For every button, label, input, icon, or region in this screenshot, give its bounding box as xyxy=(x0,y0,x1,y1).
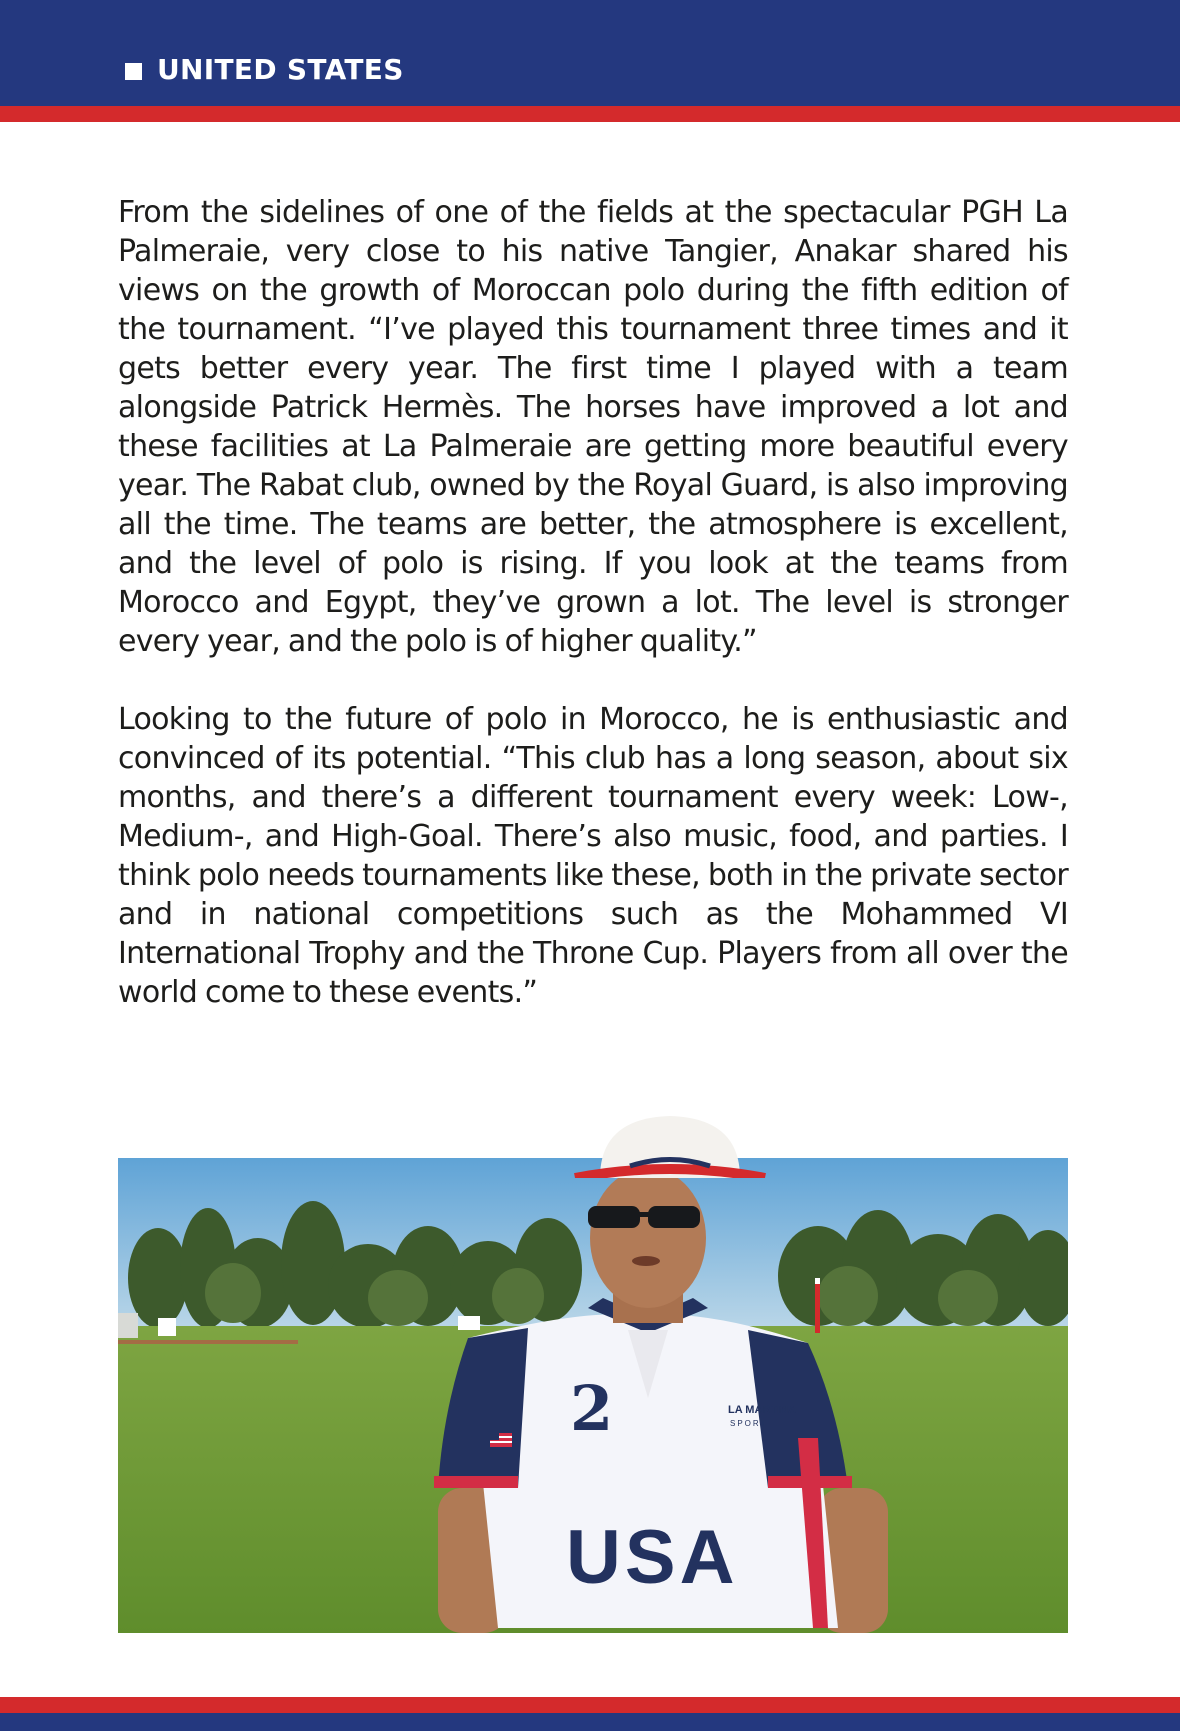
polo-player-photo xyxy=(118,1158,1068,1633)
tent xyxy=(158,1318,176,1336)
jersey-brand: LA MARTINA xyxy=(728,1404,797,1416)
footer-band xyxy=(0,1713,1180,1731)
goal-post xyxy=(815,1278,820,1333)
field-boards xyxy=(118,1340,298,1344)
article-paragraph: Looking to the future of polo in Morocco, he is enthusiastic and convinced of its potential. “This club has a long season, about six months, and there’s a different tournament every week: Low-, Medium-, and High-Goal. There’s also music, food, and parties. I think polo needs tournaments like these, both in the private sector and in national competitions such as the Mohammed VI International Trophy and the Throne Cup. Players from all over the world come to these events.” xyxy=(118,702,1068,1010)
tent xyxy=(118,1313,138,1338)
section-label: UNITED STATES xyxy=(157,53,404,86)
article-paragraph: From the sidelines of one of the fields at the spectacular PGH La Palmeraie, very close to his native Tangier, Anakar shared his views on the growth of Moroccan polo during the fifth edition of the tournament. “I’ve played this tournament three times and it gets better every year. The first time I played with a team alongside Patrick Hermès. The horses have improved a lot and these facilities at La Palmeraie are getting more beautiful every year. The Rabat club, owned by the Royal Guard, is also improving all the time. The teams are better, the atmosphere is excellent, and the level of polo is rising. If you look at the teams from Morocco and Egypt, they’ve grown a lot. The level is stronger every year, and the polo is of higher quality.” xyxy=(118,195,1068,659)
jersey-brand-sub: SPORT xyxy=(730,1419,768,1428)
jersey-number: 2 xyxy=(570,1372,614,1445)
header-accent-stripe xyxy=(0,106,1180,122)
section-square-icon xyxy=(125,63,142,80)
footer-accent-stripe xyxy=(0,1697,1180,1713)
polo-helmet xyxy=(570,1108,770,1178)
jersey-text: USA xyxy=(566,1515,739,1600)
photo-illustration xyxy=(118,1158,1068,1633)
scoreboard xyxy=(458,1316,480,1330)
article-body xyxy=(118,193,1068,1051)
